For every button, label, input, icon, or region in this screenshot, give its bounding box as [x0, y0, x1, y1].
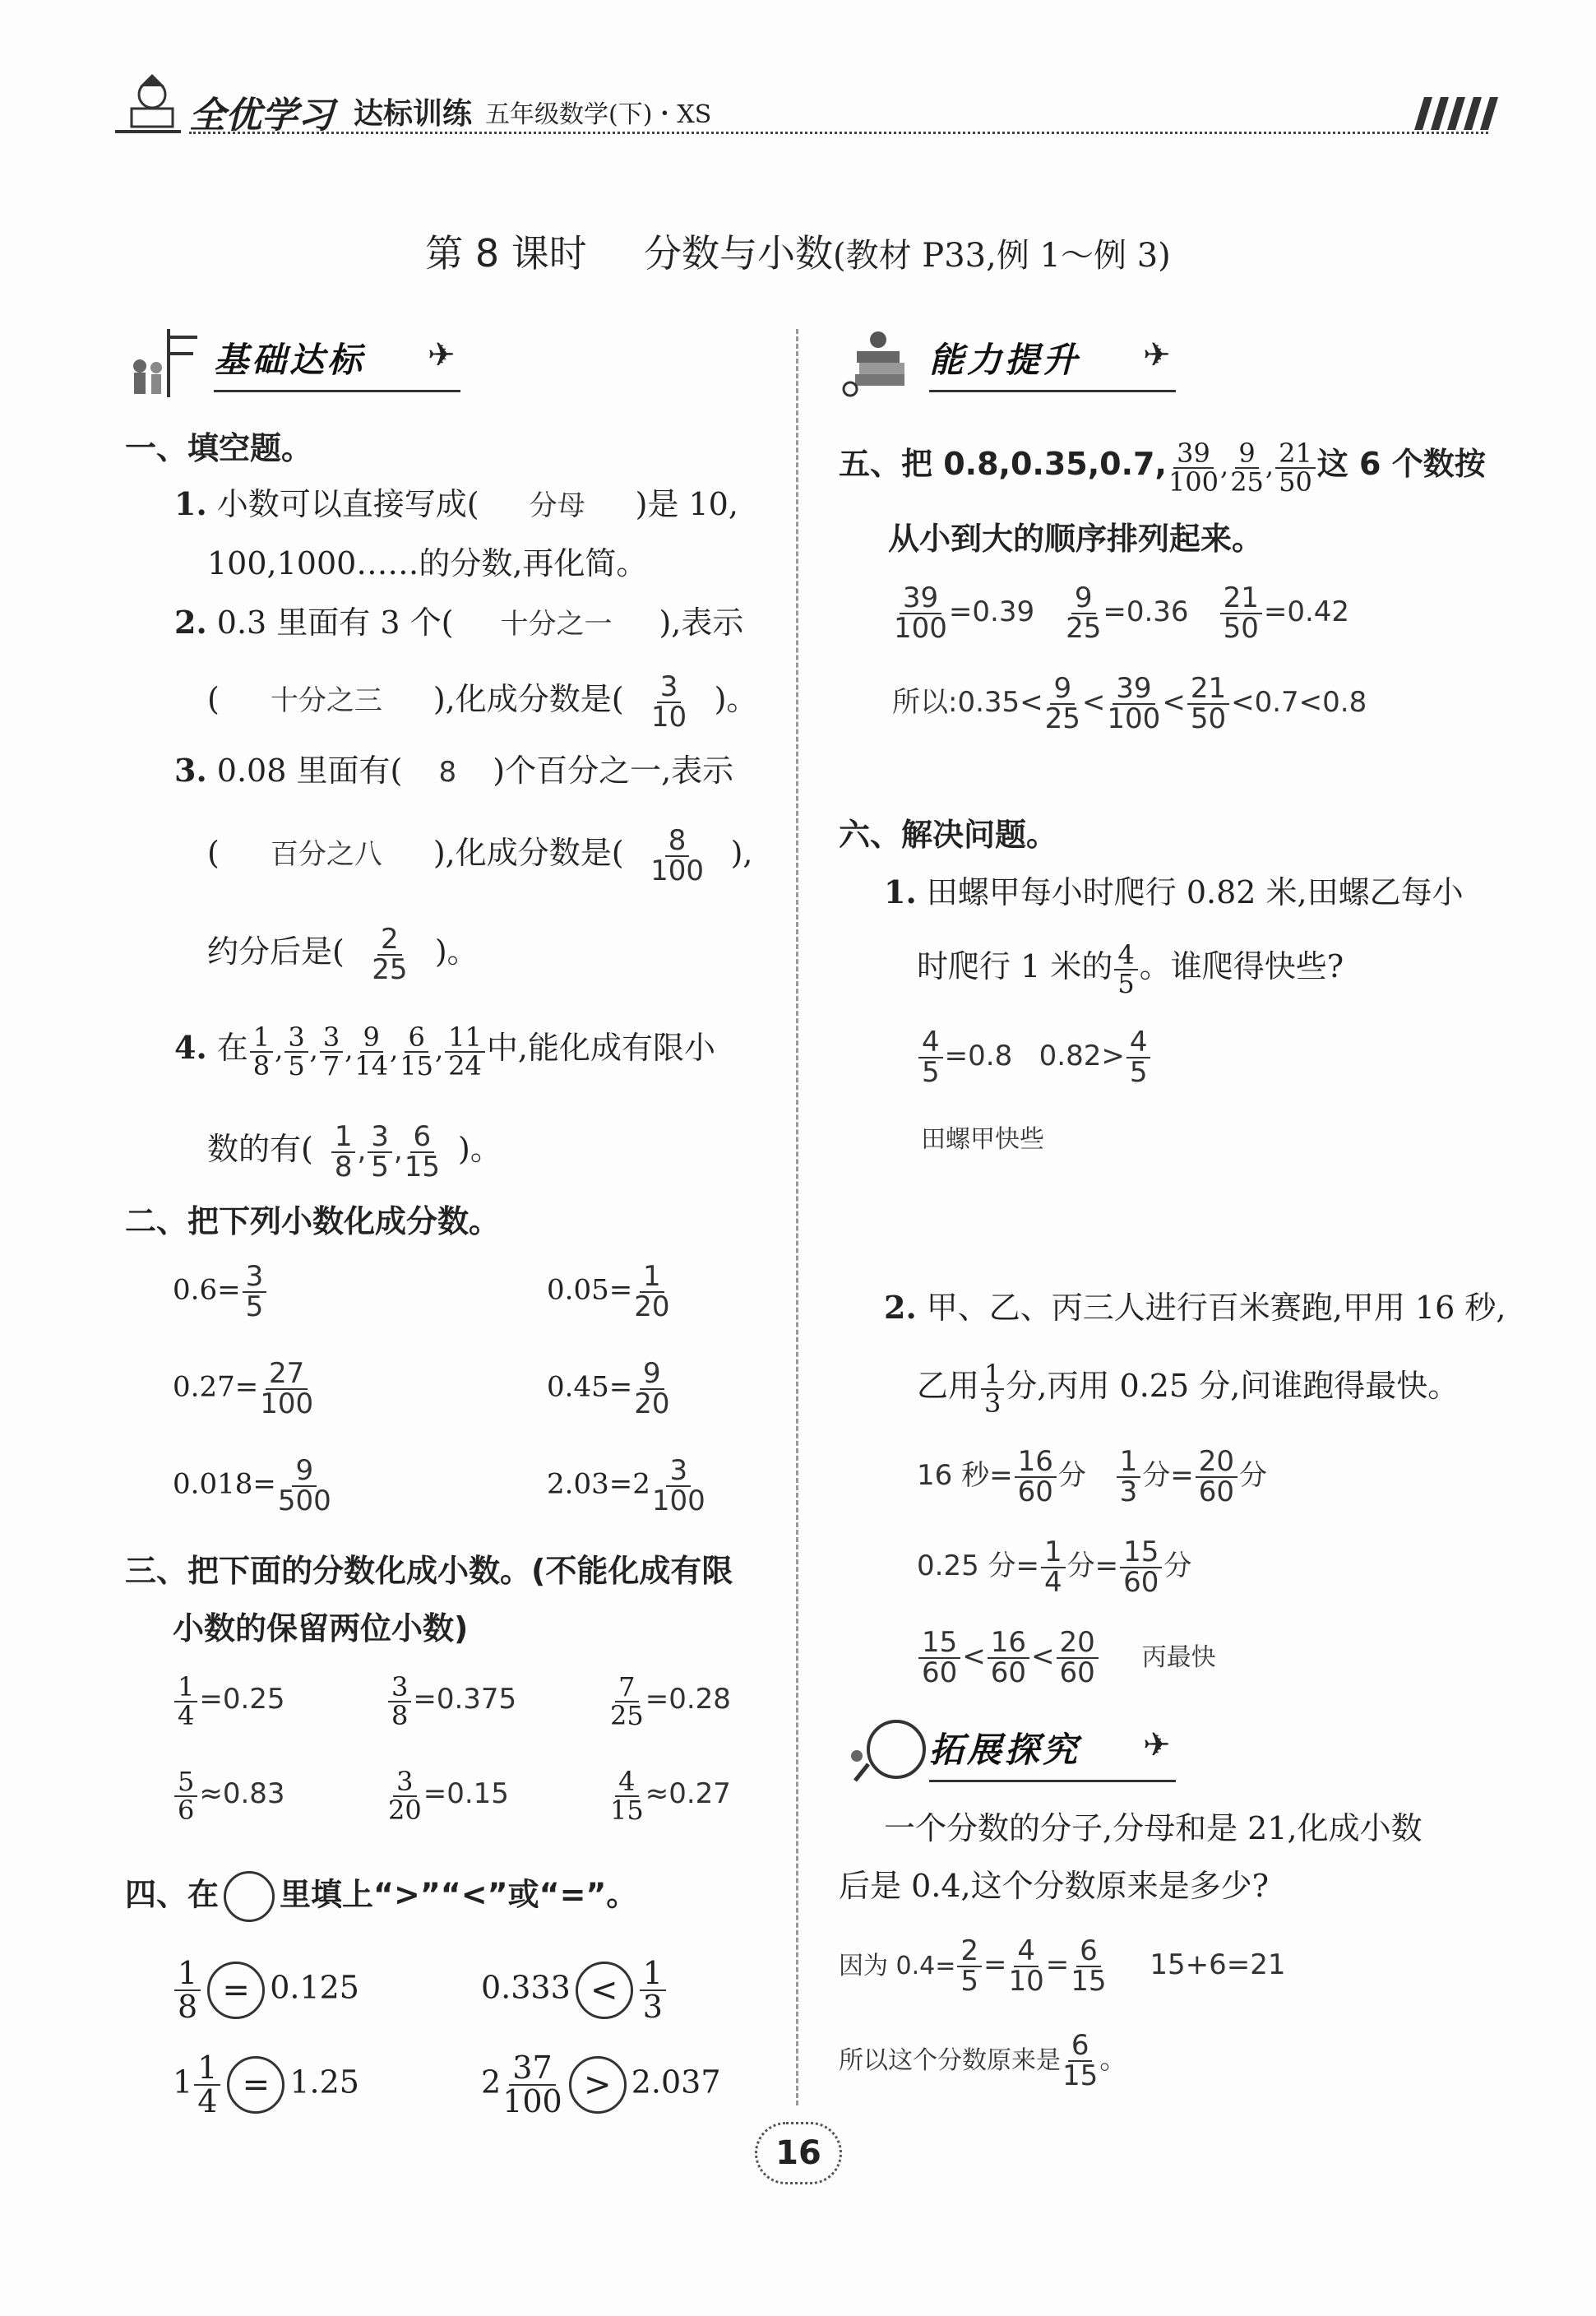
q6-2-w2-unit: 分: [1163, 1549, 1192, 1583]
q3-answer-1: 8: [438, 756, 457, 789]
question-7-line2: 后是 0.4,这个分数原来是多少?: [839, 1868, 1269, 1904]
q6-2-w1-frac1: $\frac{16}{60}$: [1015, 1448, 1057, 1506]
q6-2-w3-frac1: $\frac{15}{60}$: [918, 1628, 960, 1687]
q6-1-text-c: 。谁爬得快些?: [1139, 948, 1344, 985]
s3-answer: =0.25: [199, 1683, 285, 1716]
compare-c-whole: 1: [173, 2064, 193, 2101]
q4-fraction: $\frac{3}{5}$: [285, 1024, 308, 1079]
q1-text-a: 小数可以直接写成(: [216, 486, 479, 522]
book-subtitle: 五年级数学(下)・XS: [485, 100, 712, 129]
signpost-icon: [123, 325, 206, 399]
question-7: 一个分数的分子,分母和是 21,化成小数: [884, 1810, 1423, 1846]
s3-answer: =0.28: [645, 1683, 731, 1716]
q6-2-w2-b: 分=: [1066, 1549, 1119, 1583]
s3-fraction: $\frac{4}{15}$: [610, 1766, 644, 1826]
q3-number: 3.: [174, 752, 207, 789]
q3-answer-fraction: $\frac{8}{100}$: [650, 824, 705, 887]
page-number-badge: [755, 2122, 842, 2184]
compare-d-right: 2.037: [631, 2064, 721, 2101]
section-extend: [839, 1715, 1184, 1789]
q5-fraction: $\frac{39}{100}$: [1168, 438, 1219, 498]
q6-1-work-frac-b: $\frac{4}{5}$: [1126, 1028, 1151, 1086]
section-ability: [839, 325, 1184, 399]
q6-2-number: 2.: [884, 1289, 917, 1326]
section-ability-label: 能力提升: [929, 340, 1081, 380]
s3-answer: ≈0.27: [645, 1777, 731, 1811]
comma: ,: [1265, 450, 1274, 482]
q7-w2-frac: $\frac{6}{15}$: [1062, 2029, 1099, 2092]
q6-2-work-line1: [917, 1445, 1268, 1508]
q6-1-text-b: 时爬行 1 米的: [917, 948, 1113, 985]
magnifier-icon: [839, 1715, 929, 1789]
q7-w2-a: 所以这个分数原来是: [839, 2046, 1061, 2076]
header-stripes-icon: [1414, 97, 1505, 130]
airplane-icon: ✈: [1143, 336, 1171, 374]
q4-fraction: $\frac{1}{8}$: [250, 1024, 273, 1079]
mascot-logo-icon: [107, 74, 189, 140]
question-4: [174, 1021, 715, 1082]
question-3-line3: [207, 925, 479, 984]
q6-1-text-a: 田螺甲每小时爬行 0.82 米,田螺乙每小: [926, 874, 1464, 910]
s3-item: [608, 1766, 731, 1826]
q5-order-fraction: $\frac{9}{25}$: [1044, 672, 1080, 735]
q3-text-e: ),: [730, 835, 753, 872]
compare-a-fraction: $\frac{1}{8}$: [174, 1957, 201, 2023]
section-underline: [214, 390, 460, 392]
s2-decimal: 0.27=: [173, 1370, 259, 1404]
lesson-topic: 分数与小数: [643, 231, 833, 276]
s2-answer-fraction: $\frac{9}{20}$: [634, 1357, 670, 1420]
compare-a-right: 0.125: [270, 1969, 359, 2006]
section4-heading: [125, 1871, 637, 1922]
s3-answer: =0.375: [413, 1683, 517, 1716]
q5-text-a: 五、把 0.8,0.35,0.7,: [839, 446, 1167, 483]
q3-text-b: )个百分之一,表示: [493, 753, 734, 789]
books-icon: [839, 325, 921, 399]
s2-answer-fraction: $\frac{1}{20}$: [634, 1260, 670, 1323]
q3-text-c: (: [207, 835, 220, 872]
s2-answer-fraction: $\frac{27}{100}$: [260, 1357, 314, 1420]
comma: ,: [345, 1034, 354, 1066]
q2-answer-fraction: $\frac{3}{10}$: [650, 670, 687, 734]
q6-2-fraction: $\frac{1}{3}$: [981, 1361, 1004, 1416]
q4-text-a: 在: [216, 1030, 248, 1067]
compare-c-right: 1.25: [289, 2064, 359, 2101]
comma: ,: [309, 1034, 318, 1066]
less-than: <: [1081, 686, 1106, 720]
q6-2-w2-frac1: $\frac{1}{4}$: [1041, 1538, 1066, 1596]
q3-text-g: )。: [434, 933, 479, 970]
textbook-reference: (教材 P33,例 1～例 3): [832, 237, 1171, 275]
q5-work-value: =0.39: [948, 595, 1035, 629]
q2-text-e: )。: [714, 681, 758, 718]
q6-1-work-line1: [917, 1026, 1152, 1089]
brand-logo: 全优学习: [189, 95, 334, 137]
equals: =: [983, 1948, 1007, 1982]
section-extend-label: 拓展探究: [929, 1730, 1081, 1770]
q3-reduced-fraction: $\frac{2}{25}$: [372, 923, 408, 986]
q1-text-b: )是 10,: [635, 486, 738, 522]
q6-2-w2-a: 0.25 分=: [917, 1549, 1039, 1583]
question-5: [839, 438, 1486, 498]
q5-work-value: =0.42: [1263, 595, 1350, 629]
q5-fraction: $\frac{9}{25}$: [1230, 438, 1264, 498]
q5-text-b: 这 6 个数按: [1316, 446, 1486, 483]
q6-2-w3-frac3: $\frac{20}{60}$: [1057, 1628, 1099, 1687]
q2-text-a: 0.3 里面有 3 个(: [216, 604, 454, 641]
s3-item: [173, 1671, 285, 1731]
comma: ,: [275, 1034, 284, 1066]
q5-fraction-list: [1167, 438, 1317, 498]
q6-2-work-line2: [917, 1536, 1192, 1599]
s2-item: [547, 1359, 671, 1418]
section-basic: [123, 325, 469, 399]
q6-1-number: 1.: [884, 873, 917, 910]
q2-number: 2.: [174, 604, 207, 641]
q6-2-w1-frac3: $\frac{20}{60}$: [1196, 1448, 1237, 1506]
s2-decimal: 2.03=2: [547, 1467, 650, 1501]
q3-text-d: ),化成分数是(: [433, 835, 624, 872]
q4-answer-fraction: $\frac{1}{8}$: [331, 1123, 356, 1181]
compare-d: [481, 2052, 721, 2118]
s2-item: [173, 1454, 333, 1517]
q3-text-f: 约分后是(: [207, 933, 345, 970]
s2-item: [547, 1262, 671, 1321]
q6-2-w3-frac2: $\frac{16}{60}$: [988, 1628, 1029, 1687]
q4-fraction: $\frac{6}{15}$: [400, 1021, 433, 1082]
q6-2-w2-frac2: $\frac{15}{60}$: [1120, 1538, 1162, 1596]
q6-2-answer: 丙最快: [1141, 1643, 1216, 1673]
q5-work-line2: [892, 674, 1367, 733]
question-6-2: [884, 1287, 1506, 1328]
q5-order-fraction: $\frac{39}{100}$: [1107, 672, 1161, 735]
s2-decimal: 0.018=: [173, 1467, 276, 1501]
s3-item: [608, 1671, 731, 1731]
s2-answer-fraction: $\frac{9}{500}$: [277, 1454, 331, 1517]
compare-c-fraction: $\frac{1}{4}$: [194, 2052, 220, 2118]
section-underline: [929, 390, 1176, 392]
q7-w1-frac3: $\frac{6}{15}$: [1071, 1934, 1107, 1998]
s4-head-a: 四、在: [125, 1876, 220, 1913]
s2-decimal: 0.05=: [547, 1273, 633, 1307]
q5-work-b: <0.7<0.8: [1231, 686, 1367, 720]
q4-answer-fraction: $\frac{3}{5}$: [368, 1123, 392, 1181]
q4-answer-fraction: $\frac{6}{15}$: [404, 1120, 440, 1183]
q4-fraction: $\frac{11}{24}$: [445, 1024, 485, 1079]
question-3: [174, 750, 733, 793]
column-divider: [796, 329, 798, 2105]
section3-heading-line2: 小数的保留两位小数): [173, 1610, 469, 1647]
airplane-icon: ✈: [428, 336, 456, 374]
s3-fraction: $\frac{3}{8}$: [388, 1674, 411, 1729]
q6-2-work-line3: [917, 1628, 1216, 1687]
q4-fraction: $\frac{3}{7}$: [320, 1024, 343, 1079]
q7-w1-frac1: $\frac{2}{5}$: [957, 1937, 982, 1995]
q6-2-w1-unit: 分: [1057, 1459, 1086, 1493]
question-6-1: [884, 872, 1464, 913]
section2-heading: 二、把下列小数化成分数。: [125, 1203, 501, 1239]
compare-b: [481, 1957, 668, 2023]
q5-work-fraction: $\frac{39}{100}$: [894, 581, 947, 645]
q7-w1-b: 15+6=21: [1150, 1948, 1286, 1982]
q1-answer: 分母: [529, 489, 585, 522]
q4-fraction: $\frac{9}{14}$: [354, 1021, 389, 1082]
q5-work-value: =0.36: [1103, 595, 1189, 629]
q5-work-fraction: $\frac{21}{50}$: [1220, 584, 1262, 642]
q7-w1-frac2: $\frac{4}{10}$: [1008, 1934, 1044, 1998]
question-2-line2: [207, 670, 758, 734]
header-dotted-rule: [189, 132, 1488, 134]
q6-2-w1-unit2: 分: [1239, 1459, 1268, 1493]
comma: ,: [390, 1034, 399, 1066]
q5-order-fraction: $\frac{21}{50}$: [1187, 674, 1229, 733]
q5-fraction: $\frac{21}{50}$: [1275, 440, 1316, 495]
question-1: [174, 484, 738, 526]
q3-answer-2: 百分之八: [270, 838, 382, 872]
series-name: 达标训练: [354, 97, 473, 131]
equals: =: [1045, 1948, 1070, 1982]
question-5-line2: 从小到大的顺序排列起来。: [888, 521, 1264, 557]
q4-fraction-list: [248, 1021, 487, 1082]
q6-2-text-c: 分,丙用 0.25 分,问谁跑得最快。: [1006, 1368, 1460, 1405]
section-underline: [929, 1780, 1176, 1782]
question-6-2-line2: [917, 1359, 1460, 1419]
s3-fraction: $\frac{1}{4}$: [174, 1674, 197, 1729]
s3-item: [386, 1766, 509, 1826]
s2-item: [173, 1262, 268, 1321]
q7-w1-a: 因为 0.4=: [839, 1952, 956, 1981]
s3-answer: ≈0.83: [199, 1777, 285, 1811]
q6-2-w1-frac2: $\frac{1}{3}$: [1117, 1448, 1141, 1506]
q5-work-line1: [892, 581, 1350, 645]
section6-heading: 六、解决问题。: [839, 817, 1058, 853]
comma: ,: [357, 1134, 367, 1168]
page-number: 16: [775, 2134, 821, 2172]
comma: ,: [1220, 450, 1229, 482]
question-6-1-line2: [917, 939, 1344, 999]
q7-work-line2: [839, 2031, 1127, 2090]
compare-b-fraction: $\frac{1}{3}$: [640, 1957, 666, 2023]
q6-1-fraction: $\frac{4}{5}$: [1114, 942, 1137, 997]
q4-text-c: 数的有(: [207, 1131, 313, 1168]
q4-answer-list: [313, 1120, 458, 1183]
q6-2-text-b: 乙用: [917, 1368, 980, 1405]
comma: ,: [434, 1034, 444, 1066]
q6-1-work-a: =0.8 0.82>: [944, 1040, 1125, 1073]
section3-heading: 三、把下面的分数化成小数。(不能化成有限: [125, 1553, 733, 1589]
compare-c-symbol: =: [227, 2056, 285, 2114]
less-than: <: [1162, 686, 1186, 720]
lesson-number: 第 8 课时: [425, 231, 587, 276]
s4-head-b: 里填上“>”“<”或“=”。: [280, 1876, 638, 1913]
compare-a-symbol: =: [207, 1962, 265, 2019]
q6-1-work-line2: 田螺甲快些: [921, 1125, 1044, 1154]
q2-text-b: ),表示: [659, 604, 744, 641]
question-1-line2: 100,1000……的分数,再化简。: [207, 545, 648, 581]
s2-decimal: 0.6=: [173, 1273, 241, 1307]
q2-text-d: ),化成分数是(: [433, 681, 624, 718]
airplane-icon: ✈: [1143, 1726, 1171, 1764]
q3-text-a: 0.08 里面有(: [216, 753, 403, 789]
s2-item: [173, 1359, 315, 1418]
q4-text-e: )。: [458, 1131, 502, 1168]
empty-circle-icon: [224, 1871, 275, 1922]
s3-answer: =0.15: [423, 1777, 509, 1811]
s2-answer-fraction: $\frac{3}{5}$: [243, 1262, 267, 1321]
q6-1-work-frac-a: $\frac{4}{5}$: [918, 1028, 943, 1086]
q1-number: 1.: [174, 485, 207, 522]
q2-answer-2: 十分之三: [270, 684, 382, 718]
less-than: <: [962, 1640, 986, 1674]
s3-fraction: $\frac{7}{25}$: [610, 1671, 644, 1731]
compare-b-left: 0.333: [481, 1969, 571, 2006]
s2-item: [547, 1454, 707, 1517]
section-basic-label: 基础达标: [214, 340, 366, 380]
q5-work-a: 所以:0.35<: [892, 686, 1043, 720]
header: [107, 74, 1505, 140]
compare-c: [173, 2052, 359, 2118]
s3-fraction: $\frac{5}{6}$: [174, 1768, 197, 1823]
question-3-line2: [207, 824, 753, 887]
section1-heading: 一、填空题。: [125, 430, 313, 466]
q7-w2-b: 。: [1099, 2043, 1128, 2077]
compare-d-symbol: >: [569, 2056, 627, 2114]
page-title: [0, 224, 1596, 278]
q7-work-line1: [839, 1934, 1286, 1998]
q2-text-c: (: [207, 681, 220, 718]
compare-a: [173, 1957, 359, 2023]
q4-text-b: 中,能化成有限小: [486, 1030, 715, 1067]
q6-2-w1-b: 分=: [1142, 1459, 1194, 1493]
s3-fraction: $\frac{3}{20}$: [388, 1766, 422, 1826]
compare-d-fraction: $\frac{37}{100}$: [502, 2050, 562, 2119]
q2-answer-1: 十分之一: [500, 608, 613, 641]
question-4-line2: [207, 1120, 502, 1183]
less-than: <: [1031, 1640, 1055, 1674]
q6-2-w1-a: 16 秒=: [917, 1459, 1013, 1493]
question-2: [174, 602, 743, 645]
s3-item: [173, 1766, 285, 1826]
s3-item: [386, 1671, 517, 1731]
compare-b-symbol: <: [576, 1962, 633, 2019]
q5-work-fractions: [1043, 672, 1231, 735]
compare-d-whole: 2: [481, 2064, 502, 2101]
s2-answer-fraction: $\frac{3}{100}$: [651, 1454, 705, 1517]
q5-work-fraction: $\frac{9}{25}$: [1066, 581, 1102, 645]
s2-decimal: 0.45=: [547, 1370, 633, 1404]
comma: ,: [393, 1134, 403, 1168]
q6-2-text-a: 甲、乙、丙三人进行百米赛跑,甲用 16 秒,: [926, 1290, 1506, 1326]
q4-number: 4.: [174, 1029, 207, 1067]
